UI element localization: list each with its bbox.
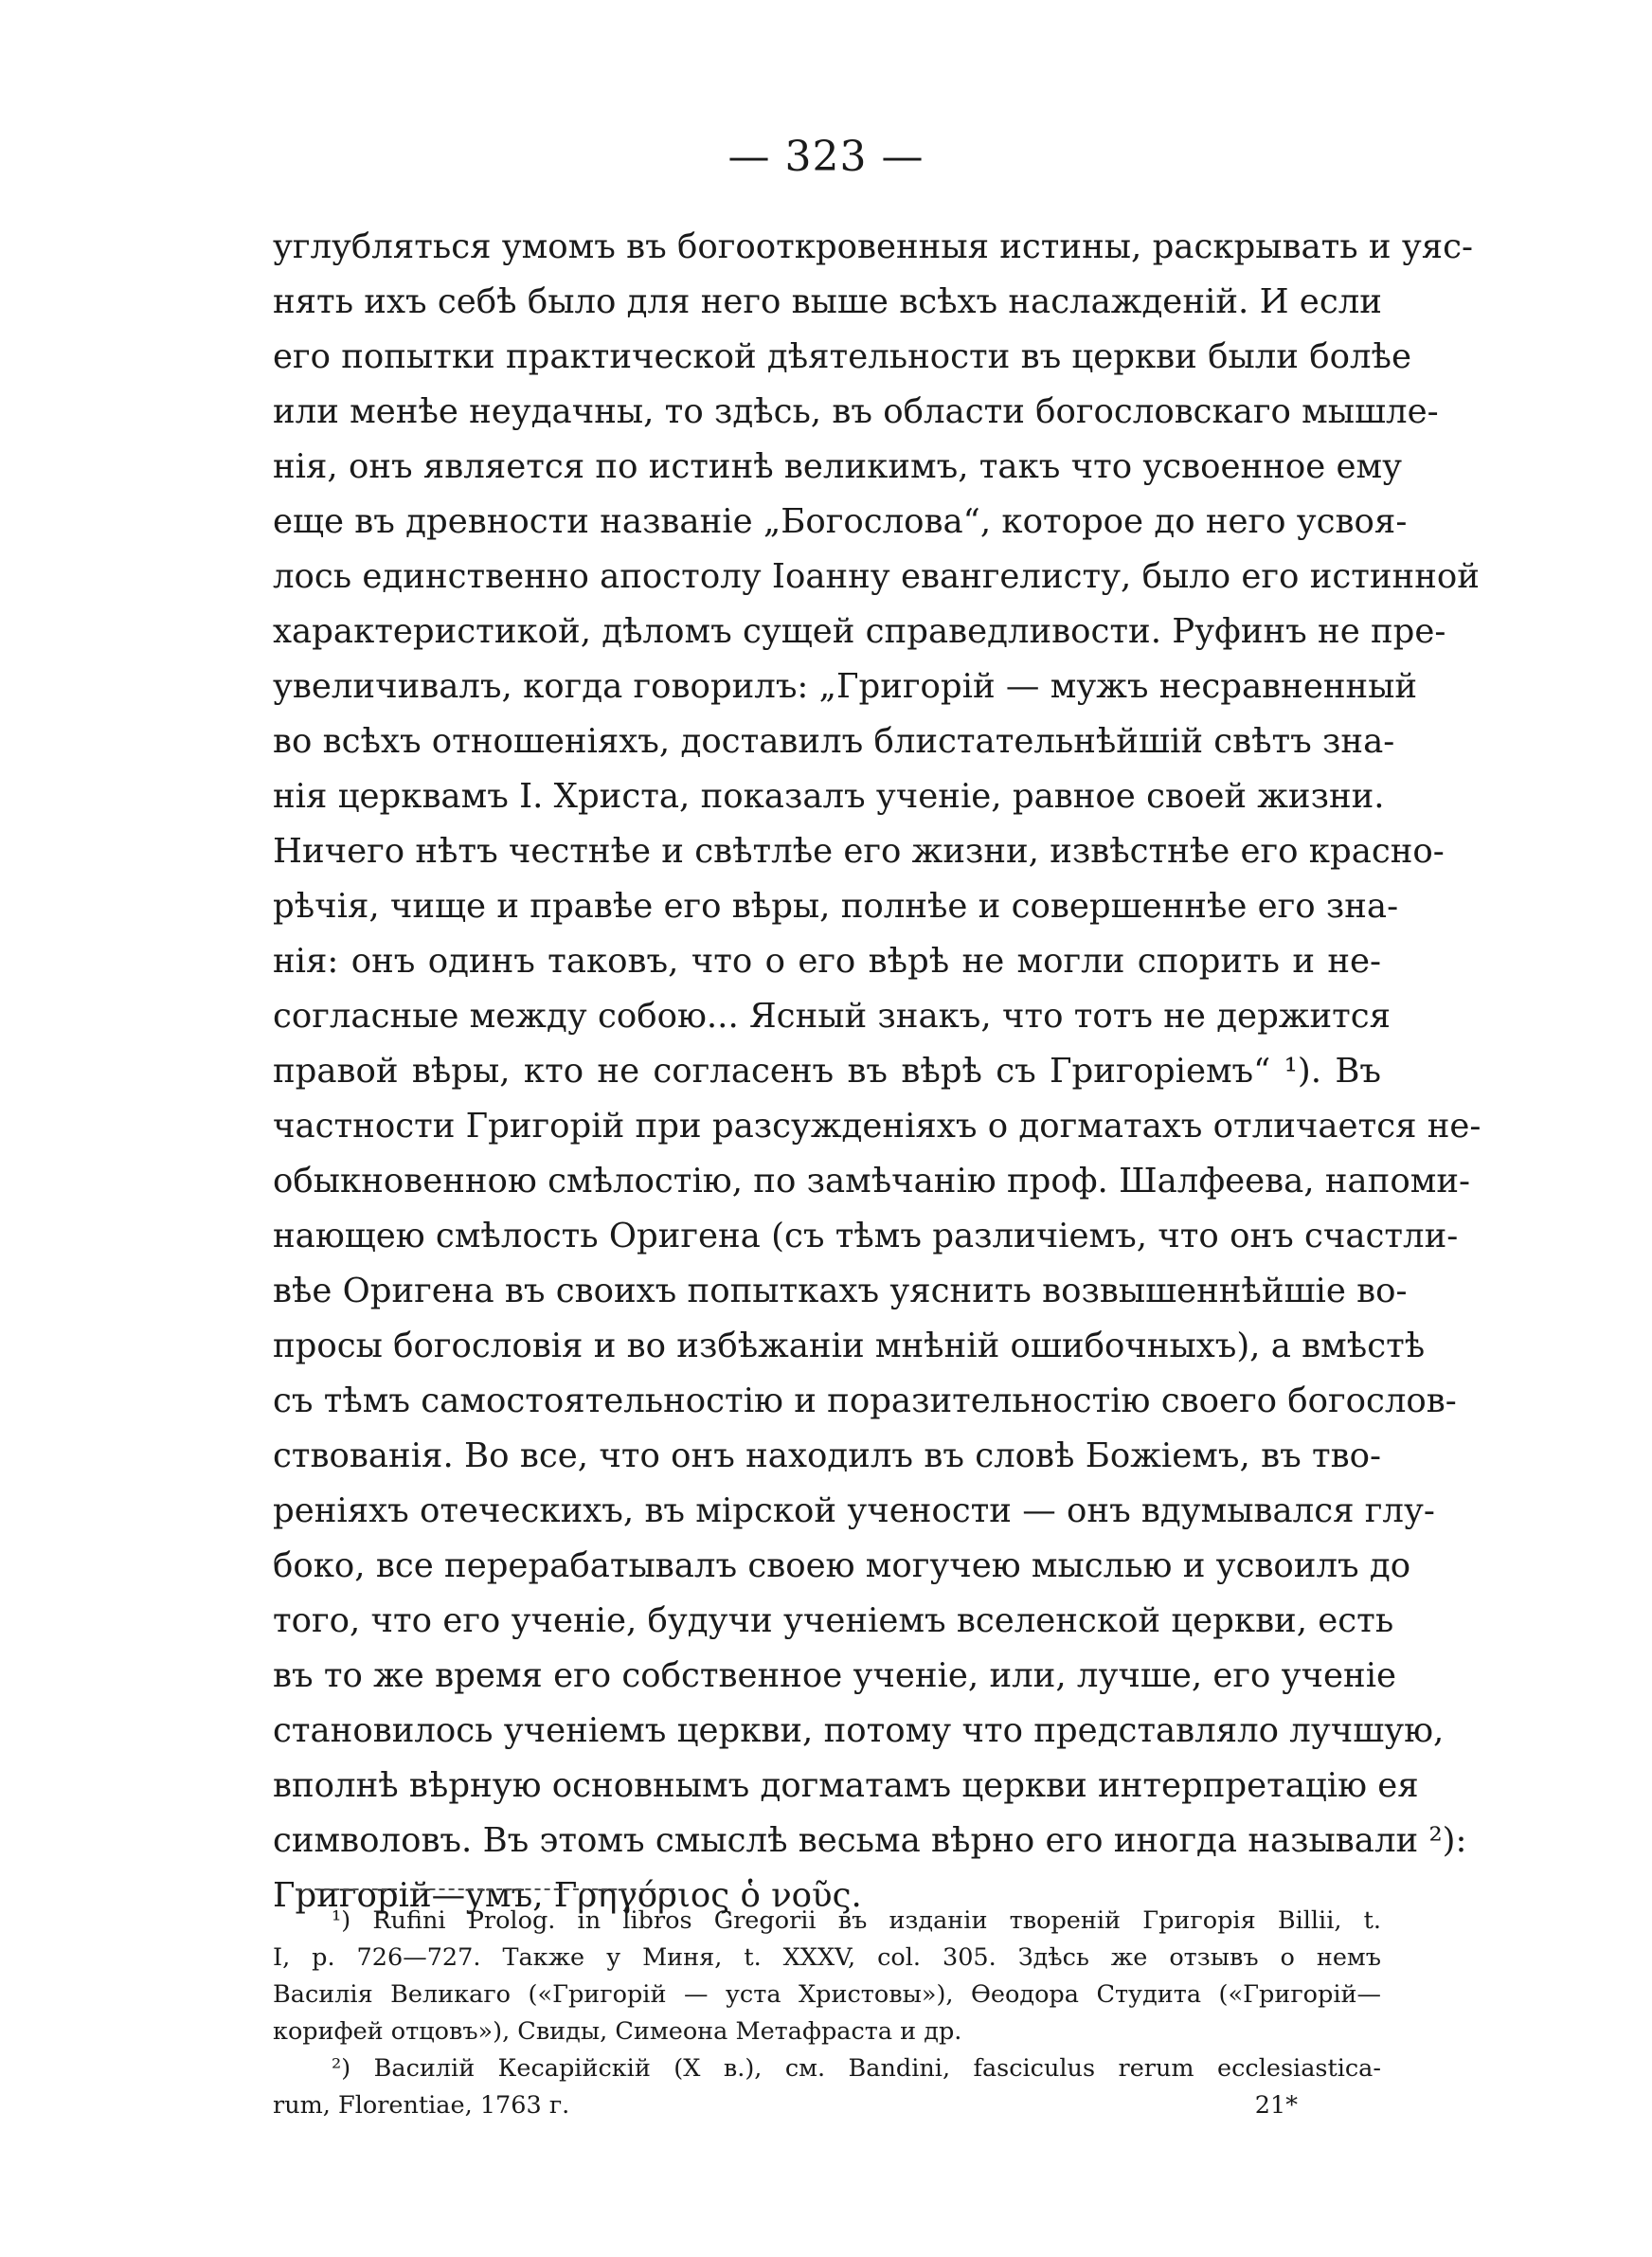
text-line: нія, онъ является по истинѣ великимъ, такъ что усвоенное ему <box>273 447 1403 486</box>
text-line: еще въ древности названіе „Богослова“, которое до него усвоя- <box>273 502 1408 541</box>
main-text-block <box>273 220 1481 1923</box>
text-line: согласные между собою... Ясный знакъ, что тотъ не держится <box>273 997 1392 1036</box>
footnote-1-line: корифей отцовъ»), Свиды, Симеона Метафраста и др. <box>273 2017 962 2046</box>
text-line: во всѣхъ отношеніяхъ, доставилъ блистательнѣйшій свѣтъ зна- <box>273 722 1395 761</box>
footnote-2-line: ²) Василій Кесарійскій (X в.), см. Bandini, fasciculus rerum ecclesiastica- <box>332 2054 1381 2083</box>
text-line: рѣчія, чище и правѣе его вѣры, полнѣе и совершеннѣе его зна- <box>273 887 1399 926</box>
text-line: просы богословія и во избѣжаніи мнѣній ошибочныхъ), а вмѣстѣ <box>273 1327 1426 1365</box>
text-line: нять ихъ себѣ было для него выше всѣхъ наслажденій. И если <box>273 282 1382 321</box>
text-line: вполнѣ вѣрную основнымъ догматамъ церкви интерпретацію ея <box>273 1766 1419 1805</box>
text-line: съ тѣмъ самостоятельностію и поразительностію своего богослов- <box>273 1381 1457 1420</box>
text-line: увеличивалъ, когда говорилъ: „Григорій — мужъ несравненный <box>273 667 1418 706</box>
text-line: нія: онъ одинъ таковъ, что о его вѣрѣ не могли спорить и не- <box>273 942 1381 981</box>
text-line: или менѣе неудачны, то здѣсь, въ области богословскаго мышле- <box>273 392 1439 431</box>
text-line: правой вѣры, кто не согласенъ въ вѣрѣ съ Григоріемъ“ ¹). Въ <box>273 1052 1381 1091</box>
text-line: реніяхъ отеческихъ, въ мірской учености — онъ вдумывался глу- <box>273 1491 1435 1530</box>
text-line: обыкновенною смѣлостію, по замѣчанію проф. Шалфеева, напоми- <box>273 1162 1470 1201</box>
text-line: символовъ. Въ этомъ смыслѣ весьма вѣрно его иногда называли ²): <box>273 1821 1467 1860</box>
page-number: — 323 — <box>727 133 925 181</box>
signature-mark: 21* <box>1254 2091 1298 2120</box>
footnote-1-line: ¹) Rufini Prolog. in libros Gregorii въ изданіи твореній Григорія Billii, t. <box>332 1906 1381 1935</box>
text-line: углубляться умомъ въ богооткровенныя истины, раскрывать и уяс- <box>273 227 1474 266</box>
footnote-2-text: rum, Florentiae, 1763 г. <box>273 2091 570 2120</box>
text-line: боко, все перерабатывалъ своею могучею мыслью и усвоилъ до <box>273 1546 1411 1585</box>
footnote-separator <box>296 1888 674 1890</box>
text-line: лось единственно апостолу Іоанну евангелисту, было его истинной <box>273 557 1480 596</box>
text-line: нающею смѣлость Оригена (съ тѣмъ различіемъ, что онъ счастли- <box>273 1217 1459 1255</box>
text-line: его попытки практической дѣятельности въ церкви были болѣе <box>273 337 1411 376</box>
text-line: Григорій—умъ, Γρηγόριος ὁ νοῦς. <box>273 1876 862 1915</box>
footnote-1-line: I, p. 726—727. Также у Миня, t. XXXV, col. 305. Здѣсь же отзывъ о немъ <box>273 1943 1381 1972</box>
footnote-1-line: Василія Великаго («Григорій — уста Христовы»), Ѳеодора Студита («Григорій— <box>273 1980 1381 2009</box>
text-line: становилось ученіемъ церкви, потому что представляло лучшую, <box>273 1711 1445 1750</box>
footnotes-block <box>273 1903 1381 2124</box>
text-line: того, что его ученіе, будучи ученіемъ вселенской церкви, есть <box>273 1601 1394 1640</box>
footnote-2-line <box>273 2087 1381 2124</box>
text-line: характеристикой, дѣломъ сущей справедливости. Руфинъ не пре- <box>273 612 1446 651</box>
text-line: ствованія. Во все, что онъ находилъ въ словѣ Божіемъ, въ тво- <box>273 1436 1381 1475</box>
text-line: вѣе Оригена въ своихъ попыткахъ уяснить возвышеннѣйшіе во- <box>273 1272 1408 1310</box>
text-line: въ то же время его собственное ученіе, или, лучше, его ученіе <box>273 1656 1397 1695</box>
text-line: частности Григорій при разсужденіяхъ о догматахъ отличается не- <box>273 1107 1481 1146</box>
text-line: нія церквамъ І. Христа, показалъ ученіе, равное своей жизни. <box>273 777 1385 816</box>
text-line: Ничего нѣтъ честнѣе и свѣтлѣе его жизни, извѣстнѣе его красно- <box>273 832 1445 871</box>
